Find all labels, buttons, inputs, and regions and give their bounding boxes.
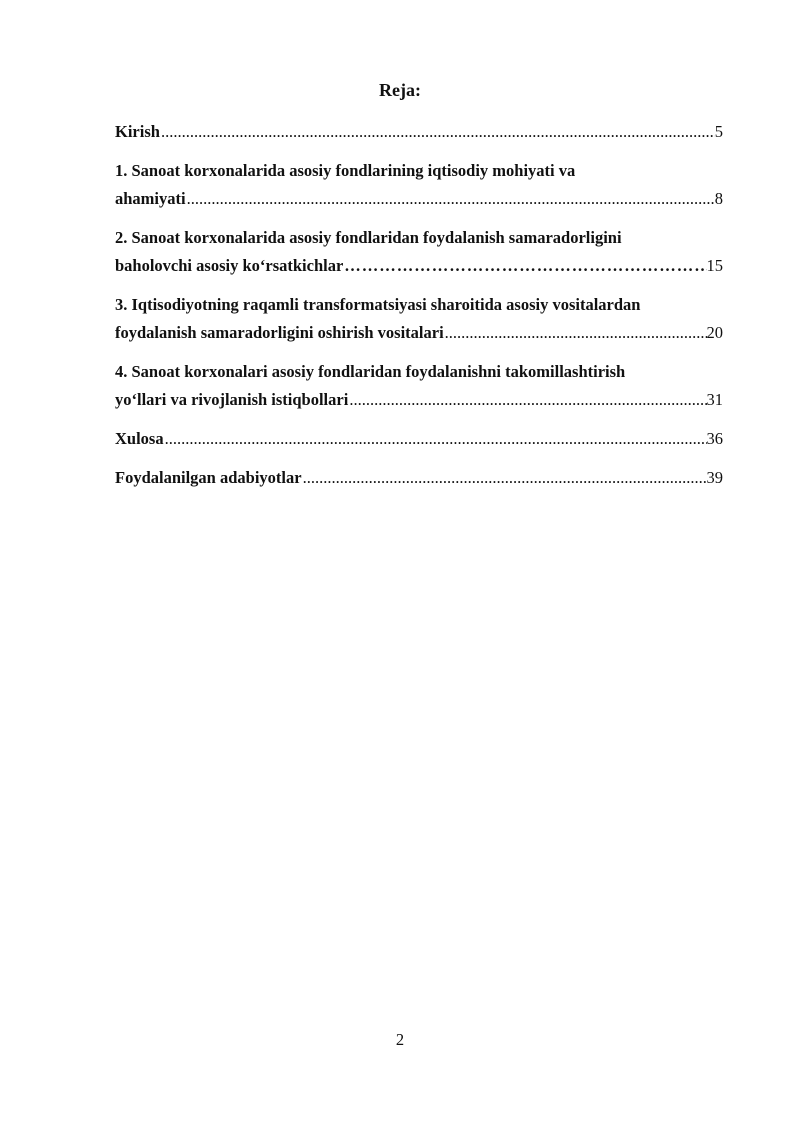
toc-entry-chapter-3 [115, 291, 723, 347]
toc-line [115, 291, 723, 319]
dot-leader [344, 252, 706, 280]
dot-leader [161, 118, 715, 146]
toc-entry-title: Xulosa [115, 429, 164, 448]
toc-entry-title: Kirish [115, 122, 160, 141]
toc-entry-title: Foydalanilgan adabiyotlar [115, 468, 302, 487]
toc-entry-chapter-4 [115, 358, 723, 414]
toc-page-number: 20 [706, 323, 723, 342]
toc-entry-adabiyotlar [115, 464, 723, 492]
toc-entry-xulosa [115, 425, 723, 453]
toc-page-number: 31 [706, 390, 723, 409]
toc-line [115, 252, 723, 280]
dot-leader [349, 386, 706, 414]
toc-page-number: 39 [706, 468, 723, 487]
toc-entry-title-continued: yo‘llari va rivojlanish istiqbollari [115, 390, 349, 409]
toc-entry-chapter-2 [115, 224, 723, 280]
toc-entry-chapter-1 [115, 157, 723, 213]
toc-entry-title-continued: foydalanish samaradorligini oshirish vositalari [115, 323, 444, 342]
dot-leader [165, 425, 707, 453]
dot-leader [445, 319, 707, 347]
toc-entry-title: 2. Sanoat korxonalarida asosiy fondlaridan foydalanish samaradorligini [115, 228, 622, 247]
toc-entry-title: 4. Sanoat korxonalari asosiy fondlaridan foydalanishni takomillashtirish [115, 362, 626, 381]
toc-line [115, 157, 723, 185]
toc-entry-title-continued: ahamiyati [115, 189, 186, 208]
page-title: Reja: [379, 80, 421, 100]
page-number: 2 [395, 1030, 405, 1049]
toc-line [115, 386, 723, 414]
toc-page-number: 5 [714, 122, 723, 141]
toc-entry-title: 1. Sanoat korxonalarida asosiy fondlarining iqtisodiy mohiyati va [115, 161, 576, 180]
toc-page-number: 8 [714, 189, 723, 208]
toc-entry-title: 3. Iqtisodiyotning raqamli transformatsiyasi sharoitida asosiy vositalardan [115, 295, 641, 314]
toc-line [115, 464, 723, 492]
toc-line [115, 358, 723, 386]
toc-entry-kirish [115, 118, 723, 146]
table-of-contents [115, 118, 723, 503]
toc-entry-title-continued: baholovchi asosiy ko‘rsatkichlar [115, 256, 344, 275]
toc-page-number: 15 [706, 256, 723, 275]
dot-leader [187, 185, 715, 213]
toc-line [115, 319, 723, 347]
toc-line [115, 185, 723, 213]
toc-line [115, 118, 723, 146]
dot-leader [303, 464, 707, 492]
toc-line [115, 224, 723, 252]
toc-page-number: 36 [706, 429, 723, 448]
toc-line [115, 425, 723, 453]
